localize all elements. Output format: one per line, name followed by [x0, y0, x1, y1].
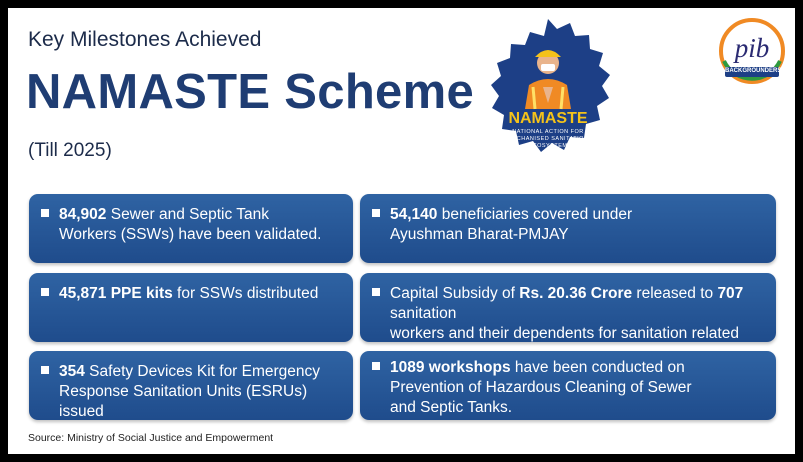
milestone-card-pmjay [360, 194, 776, 263]
card-line-3: and Septic Tanks. [390, 399, 513, 416]
card-highlight: 45,871 PPE kits [59, 285, 173, 302]
card-line-1 [390, 358, 766, 378]
card-text: Safety Devices Kit for Emergency [84, 363, 321, 380]
pib-text: pib [734, 33, 770, 63]
card-text-mid: released to [632, 285, 718, 302]
card-text: have been conducted on [510, 359, 685, 376]
milestone-card-workshops [360, 351, 776, 420]
infographic-frame [8, 8, 795, 454]
card-highlight: 54,140 [390, 206, 438, 223]
namaste-tagline-2: MECHANISED SANITATION [507, 136, 589, 142]
card-line-1 [390, 284, 766, 324]
card-line-2: Ayushman Bharat-PMJAY [390, 226, 569, 243]
card-line-1 [59, 284, 343, 304]
period-label: (Till 2025) [28, 140, 112, 161]
card-line-2: Workers (SSWs) have been validated. [59, 226, 322, 243]
milestone-card-ppe-kits [29, 273, 353, 342]
pib-badge: BACKGROUNDERS [725, 68, 782, 74]
source-note: Source: Ministry of Social Justice and Empowerment [28, 432, 274, 444]
milestone-card-capital-subsidy [360, 273, 776, 342]
namaste-tagline-1: NATIONAL ACTION FOR [512, 129, 584, 135]
card-text: Sewer and Septic Tank [106, 206, 269, 223]
subtitle: Key Milestones Achieved [28, 28, 262, 51]
bullet-icon [372, 362, 380, 370]
milestone-card-ssw-validated [29, 194, 353, 263]
card-line-1 [390, 205, 766, 225]
card-text: sanitation [390, 305, 457, 322]
card-highlight: 84,902 [59, 206, 107, 223]
bullet-icon [41, 209, 49, 217]
card-text: for SSWs distributed [172, 285, 319, 302]
card-highlight: 1089 workshops [390, 359, 511, 376]
bullet-icon [41, 288, 49, 296]
pib-logo [719, 17, 785, 99]
card-line-1 [59, 362, 343, 382]
card-text-pre: Capital Subsidy of [390, 285, 520, 302]
card-line-1 [59, 205, 343, 225]
card-highlight: Rs. 20.36 Crore [519, 285, 633, 302]
namaste-wordmark: NAMASTE [508, 110, 588, 127]
card-line-2: workers and their dependents for sanitation related [390, 325, 739, 342]
namaste-logo [473, 17, 623, 167]
bullet-icon [372, 288, 380, 296]
bullet-icon [372, 209, 380, 217]
page-title: NAMASTE Scheme [26, 65, 475, 119]
card-highlight: 354 [59, 363, 85, 380]
card-line-2: Response Sanitation Units (ESRUs) issued [59, 383, 308, 420]
card-highlight-2: 707 [717, 285, 744, 302]
namaste-tagline-3: ECOSYSTEM [528, 143, 568, 149]
card-line-2: Prevention of Hazardous Cleaning of Sewer [390, 379, 692, 396]
milestone-card-safety-devices [29, 351, 353, 420]
card-text: beneficiaries covered under [437, 206, 633, 223]
bullet-icon [41, 366, 49, 374]
